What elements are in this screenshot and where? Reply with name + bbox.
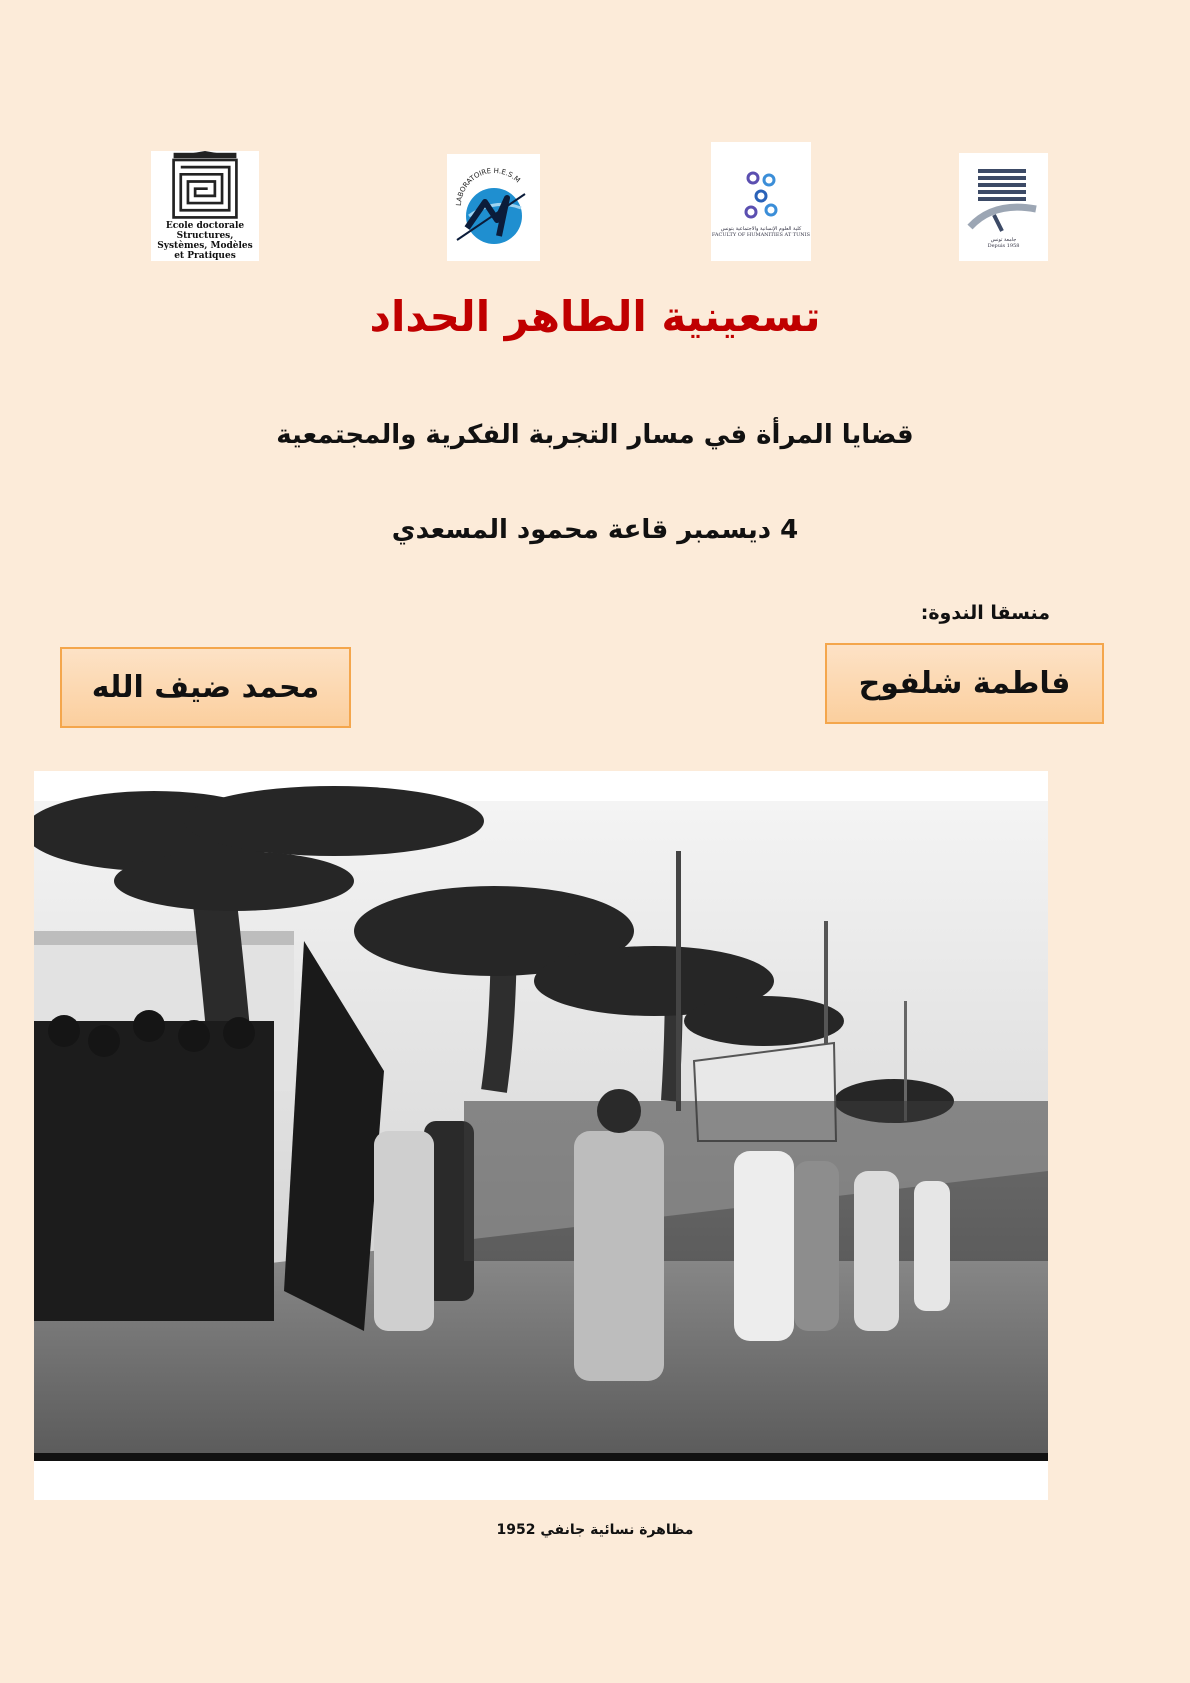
laboratory-arc-text: LABORATOIRE H.E.S.M (454, 166, 522, 206)
doctoral-school-logo (151, 151, 259, 261)
laboratory-logo (447, 154, 540, 261)
doctoral-school-caption-2: Systèmes, Modèles et Pratiques (157, 241, 253, 261)
university-caption-year: Depuis 1958 (987, 243, 1020, 249)
maze-emblem-icon (166, 151, 244, 221)
photo-caption: مظاهرة نسائية جانفي 1952 (496, 1522, 694, 1538)
doctoral-school-caption-1: Ecole doctorale Structures, (165, 221, 245, 241)
faculty-logo (711, 142, 811, 261)
university-logo (959, 153, 1048, 261)
page-title: تسعينية الطاهر الحداد (369, 292, 821, 341)
faculty-caption-english: FACULTY OF HUMANITIES AT TUNIS (711, 231, 811, 238)
coordinator-box-1: فاطمة شلفوح (825, 643, 1104, 724)
coordinator-box-2: محمد ضيف الله (60, 647, 351, 728)
event-dateline: 4 ديسمبر قاعة محمود المسعدي (391, 515, 799, 545)
demonstration-photo (34, 771, 1048, 1500)
page-subtitle: قضايا المرأة في مسار التجربة الفكرية والمجتمعية (276, 420, 914, 450)
coordinators-label: منسقا الندوة: (920, 602, 1050, 624)
globe-m-icon (449, 158, 539, 258)
university-caption-arabic: جامعة تونس (990, 237, 1017, 243)
university-emblem-icon (964, 165, 1044, 237)
faculty-caption-arabic: كلية العلوم الإنسانية والاجتماعية بتونس (720, 225, 802, 232)
faculty-emblem-icon (731, 166, 791, 226)
